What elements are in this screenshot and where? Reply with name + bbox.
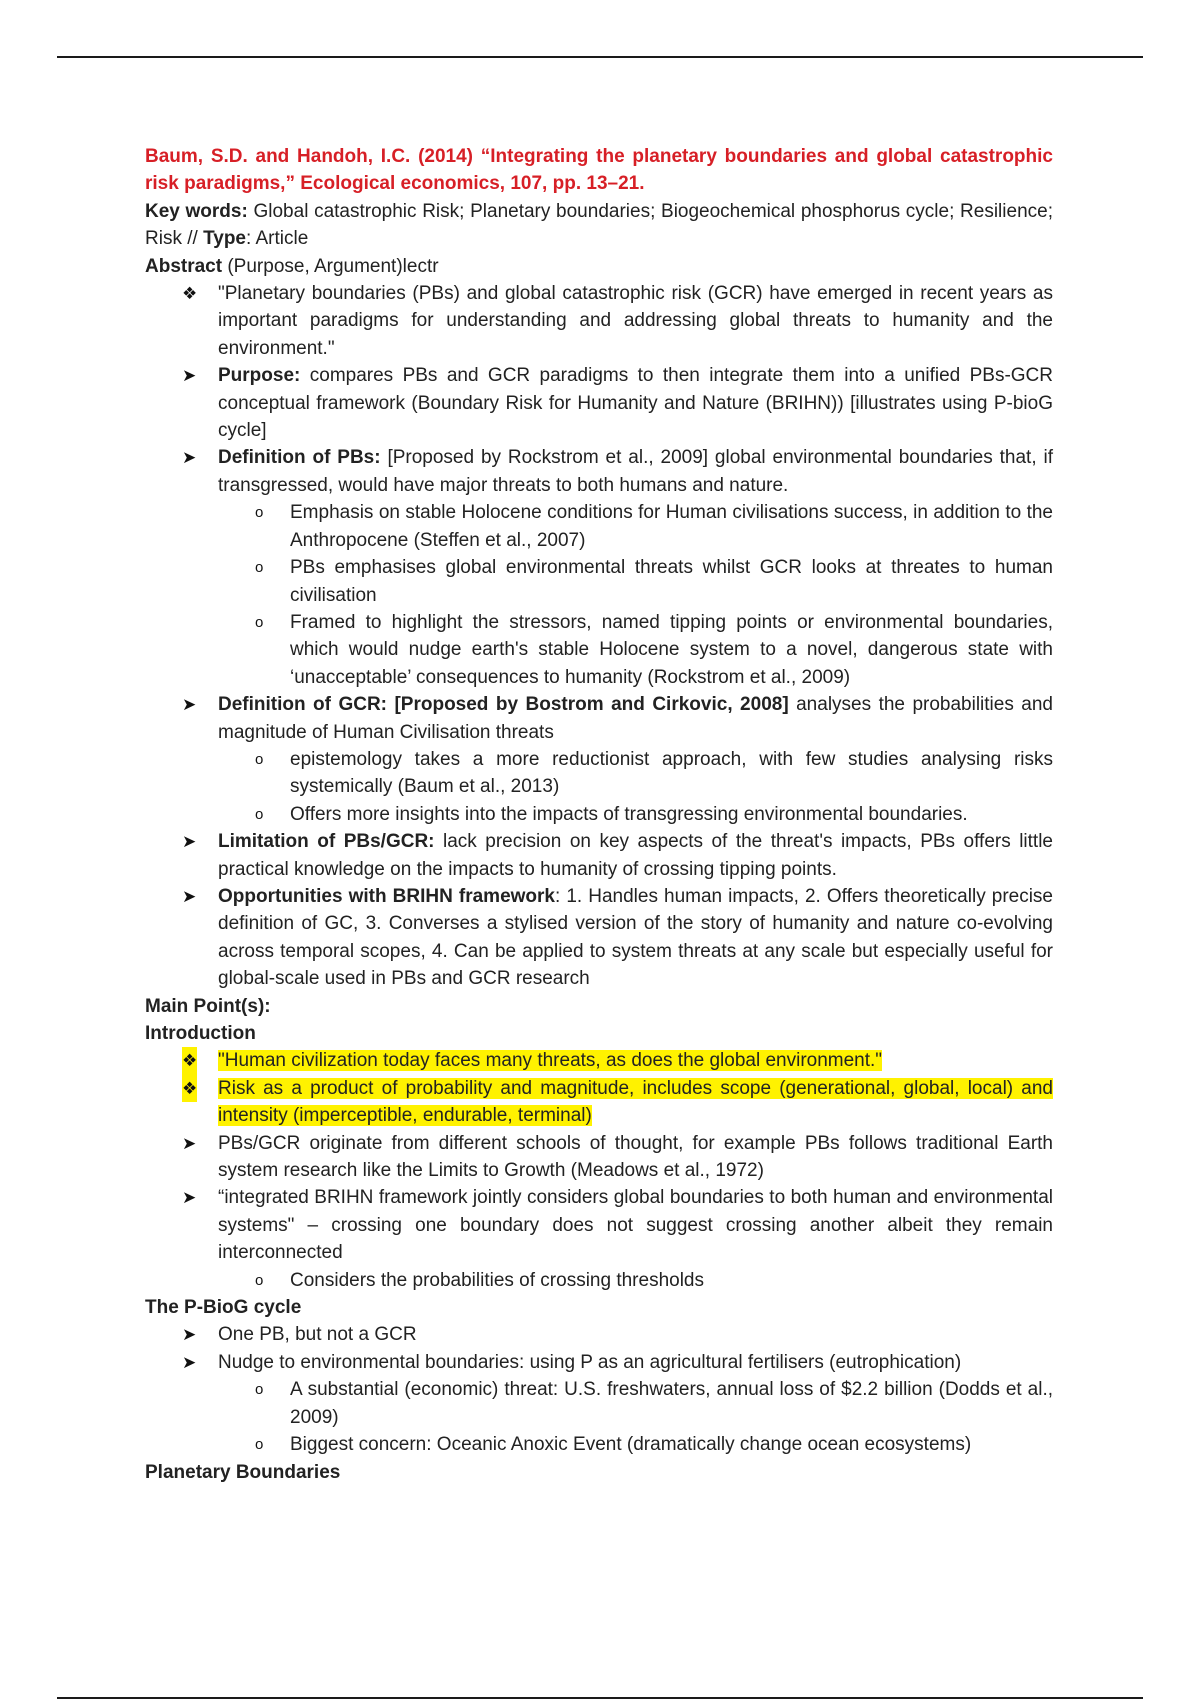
highlighted-risk-item: ❖ Risk as a product of probability and magnitude, includes scope (generational, global, local) and intensity (imperceptible, endurable, terminal) [145, 1075, 1053, 1130]
list-item: ➤ PBs/GCR originate from different schools of thought, for example PBs follows traditional Earth system research like the Limits to Growth (Meadows et al., 1972) [145, 1130, 1053, 1185]
arrow-bullet-icon: ➤ [182, 1188, 197, 1208]
list-item: o Considers the probabilities of crossing thresholds [145, 1267, 1053, 1294]
opportunities-item: ➤ Opportunities with BRIHN framework: 1. Handles human impacts, 2. Offers theoretically precise definition of GC, 3. Converses a stylised version of the story of humanity and nature co-evolving across temporal scopes, 4. Can be applied to system threats at any scale but especially useful for global-scale used in PBs and GCR research [145, 883, 1053, 993]
circle-bullet-icon: o [255, 1436, 264, 1454]
definition-gcr-item: ➤ Definition of GCR: [Proposed by Bostrom and Cirkovic, 2008] analyses the probabilities and magnitude of Human Civilisation threats [145, 691, 1053, 746]
limitation-item: ➤ Limitation of PBs/GCR: lack precision on key aspects of the threat's impacts, PBs offers little practical knowledge on the impacts to humanity of crossing tipping points. [145, 828, 1053, 883]
keywords-label: Key words: [145, 200, 248, 222]
arrow-bullet-icon: ➤ [182, 366, 197, 386]
document-page [145, 143, 1053, 1486]
diamond-bullet-icon: ❖ [182, 284, 198, 304]
circle-bullet-icon: o [255, 750, 264, 768]
circle-bullet-icon: o [255, 1271, 264, 1289]
circle-bullet-icon: o [255, 1381, 264, 1399]
abstract-quote: ❖ "Planetary boundaries (PBs) and global catastrophic risk (GCR) have emerged in recent years as important paradigms for understanding and addressing global threats to humanity and the environment." [145, 280, 1053, 362]
arrow-bullet-icon: ➤ [182, 1133, 197, 1153]
arrow-bullet-icon: ➤ [182, 1325, 197, 1345]
list-item: ➤ One PB, but not a GCR [145, 1321, 1053, 1348]
type-label: Type [203, 228, 246, 250]
footer-rule [57, 1697, 1143, 1699]
planetary-boundaries-heading: Planetary Boundaries [145, 1461, 341, 1483]
pbiog-heading: The P-BioG cycle [145, 1297, 302, 1319]
abstract-label: Abstract [145, 255, 223, 277]
circle-bullet-icon: o [255, 504, 264, 522]
keywords-text: Global catastrophic Risk; Planetary boundaries; Biogeochemical phosphorus cycle; Resilience; Risk // [145, 200, 1053, 250]
purpose-item: ➤ Purpose: compares PBs and GCR paradigms to then integrate them into a unified PBs-GCR conceptual framework (Boundary Risk for Humanity and Nature (BRIHN)) [illustrates using P-bioG cycle] [145, 362, 1053, 444]
highlighted-quote: ❖ "Human civilization today faces many threats, as does the global environment." [145, 1047, 1053, 1074]
abstract-line [145, 253, 1053, 280]
abstract-text: (Purpose, Argument)lectr [222, 255, 439, 277]
list-item: o A substantial (economic) threat: U.S. freshwaters, annual loss of $2.2 billion (Dodds et al., 2009) [145, 1376, 1053, 1431]
arrow-bullet-icon: ➤ [182, 448, 197, 468]
list-item: ➤ “integrated BRIHN framework jointly considers global boundaries to both human and environmental systems" – crossing one boundary does not suggest crossing another albeit they remain interconnected [145, 1184, 1053, 1266]
list-item: o epistemology takes a more reductionist approach, with few studies analysing risks systemically (Baum et al., 2013) [145, 746, 1053, 801]
introduction-heading: Introduction [145, 1023, 256, 1044]
circle-bullet-icon: o [255, 559, 264, 577]
arrow-bullet-icon: ➤ [182, 695, 197, 715]
citation-title: Baum, S.D. and Handoh, I.C. (2014) “Integrating the planetary boundaries and global catastrophic risk paradigms,” Ecological economics, 107, pp. 13–21. [145, 146, 1053, 195]
header-rule [57, 56, 1143, 58]
main-points-heading: Main Point(s): [145, 995, 271, 1017]
definition-pbs-item: ➤ Definition of PBs: [Proposed by Rockstrom et al., 2009] global environmental boundaries that, if transgressed, would have major threats to both humans and nature. [145, 444, 1053, 499]
list-item: o Emphasis on stable Holocene conditions for Human civilisations success, in addition to the Anthropocene (Steffen et al., 2007) [145, 499, 1053, 554]
diamond-bullet-icon: ❖ [182, 1047, 197, 1074]
arrow-bullet-icon: ➤ [182, 832, 197, 852]
diamond-bullet-icon: ❖ [182, 1075, 197, 1102]
list-item: o Offers more insights into the impacts of transgressing environmental boundaries. [145, 801, 1053, 828]
list-item: ➤ Nudge to environmental boundaries: using P as an agricultural fertilisers (eutrophication) [145, 1349, 1053, 1376]
list-item: o Framed to highlight the stressors, named tipping points or environmental boundaries, which would nudge earth's stable Holocene system to a novel, dangerous state with ‘unacceptable’ consequences to humanity (Rockstrom et al., 2009) [145, 609, 1053, 691]
keywords-line [145, 198, 1053, 253]
list-item: o PBs emphasises global environmental threats whilst GCR looks at threates to human civilisation [145, 554, 1053, 609]
arrow-bullet-icon: ➤ [182, 1352, 197, 1372]
circle-bullet-icon: o [255, 805, 264, 823]
circle-bullet-icon: o [255, 613, 264, 631]
arrow-bullet-icon: ➤ [182, 886, 197, 906]
type-value: : Article [246, 228, 309, 250]
list-item: o Biggest concern: Oceanic Anoxic Event (dramatically change ocean ecosystems) [145, 1431, 1053, 1458]
